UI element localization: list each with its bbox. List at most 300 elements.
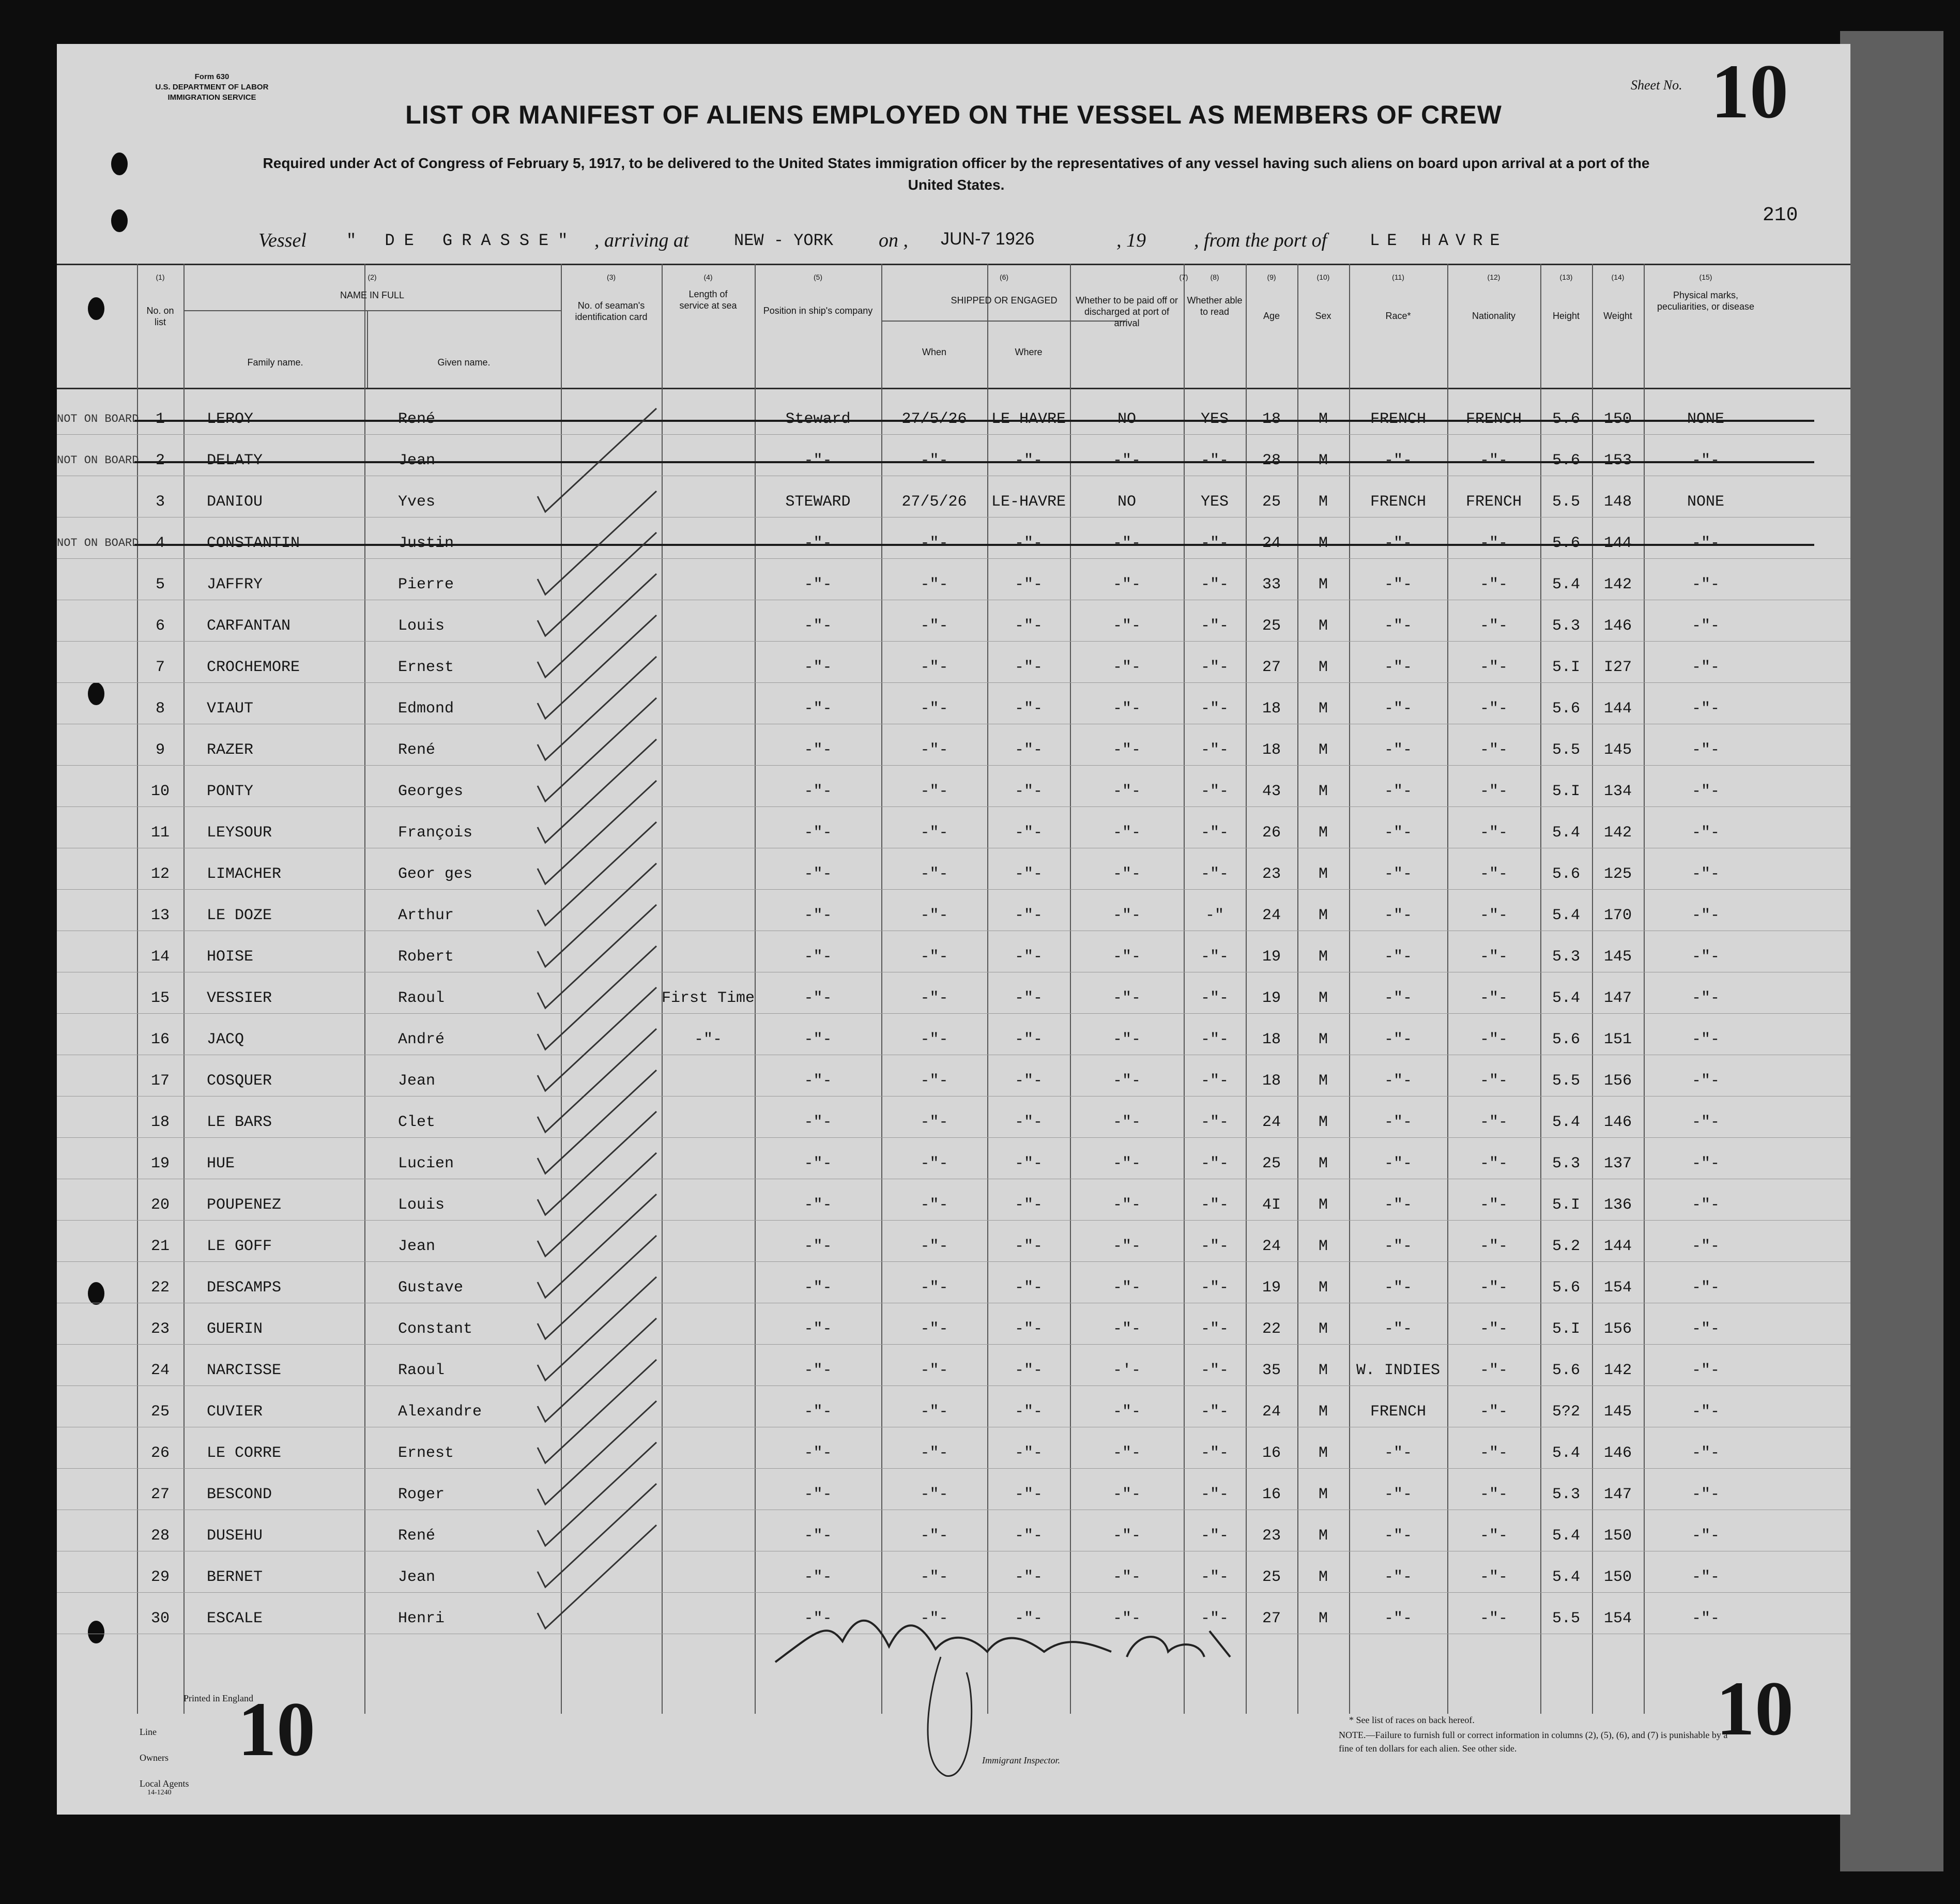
cell-given: Ernest	[398, 659, 454, 676]
col6a-header: When	[922, 347, 947, 357]
cell-race: -"-	[1384, 865, 1412, 883]
cell-sex: M	[1318, 1444, 1328, 1462]
cell-when: -"-	[920, 617, 948, 635]
cell-marks: -"-	[1691, 617, 1720, 635]
cell-position: -"-	[804, 1238, 832, 1255]
cell-when: -"-	[920, 1196, 948, 1214]
cell-read: -"-	[1200, 783, 1229, 800]
cell-where: -"-	[1014, 1527, 1043, 1545]
cell-position: -"-	[804, 1114, 832, 1131]
cell-read: -"-	[1200, 1238, 1229, 1255]
cell-paid: -"-	[1112, 452, 1141, 469]
cell-age: 4I	[1262, 1196, 1281, 1214]
cell-height: 5.I	[1552, 1320, 1580, 1338]
col5-header: Position in ship's company	[763, 306, 873, 316]
cell-race: -"-	[1384, 1320, 1412, 1338]
col4-number: (4)	[703, 273, 713, 281]
cell-given: Raoul	[398, 1362, 445, 1379]
cell-family: LE DOZE	[207, 907, 272, 924]
cell-family: DESCAMPS	[207, 1279, 282, 1297]
cell-nat: -"-	[1479, 1486, 1508, 1503]
cell-weight: 151	[1603, 1031, 1632, 1048]
cell-marks: -"-	[1691, 1362, 1720, 1379]
col3-header: No. of seaman's identification card	[575, 300, 648, 322]
cell-no: 24	[150, 1362, 170, 1379]
cell-no: 9	[155, 741, 165, 759]
cell-weight: 150	[1603, 1527, 1632, 1545]
cell-when: -"-	[920, 1155, 948, 1172]
cell-age: 19	[1262, 948, 1281, 966]
cell-weight: 145	[1603, 741, 1632, 759]
cell-age: 18	[1262, 1031, 1281, 1048]
cell-paid: -"-	[1112, 1072, 1141, 1090]
cell-no: 12	[150, 865, 170, 883]
cell-when: -"-	[920, 1568, 948, 1586]
cell-nat: -"-	[1479, 1362, 1508, 1379]
cell-height: 5.4	[1552, 1527, 1580, 1545]
cell-where: -"-	[1014, 1072, 1043, 1090]
cell-marks: -"-	[1691, 1114, 1720, 1131]
cell-sex: M	[1318, 493, 1328, 511]
cell-race: -"-	[1384, 1279, 1412, 1297]
departure-port: LE HAVRE	[1370, 231, 1507, 250]
cell-family: CONSTANTIN	[207, 535, 300, 552]
cell-marks: -"-	[1691, 1320, 1720, 1338]
cell-race: -"-	[1384, 907, 1412, 924]
cell-age: 18	[1262, 741, 1281, 759]
cell-where: -"-	[1014, 1610, 1043, 1627]
cell-marks: -"-	[1691, 1155, 1720, 1172]
cell-position: STEWARD	[785, 493, 851, 511]
cell-when: -"-	[920, 1238, 948, 1255]
cell-family: LEROY	[207, 410, 254, 428]
cell-race: -"-	[1384, 948, 1412, 966]
cell-height: 5.6	[1552, 1031, 1580, 1048]
cell-race: -"-	[1384, 576, 1412, 593]
cell-weight: 153	[1603, 452, 1632, 469]
cell-family: DANIOU	[207, 493, 263, 511]
cell-age: 27	[1262, 659, 1281, 676]
col7-header: Whether to be paid off or discharged at port of arrival	[1076, 295, 1178, 328]
col10-number: (10)	[1316, 273, 1330, 281]
cell-where: -"-	[1014, 700, 1043, 718]
cell-given: Yves	[398, 493, 436, 511]
cell-paid: -"-	[1112, 1403, 1141, 1421]
cell-no: 21	[150, 1238, 170, 1255]
cell-position: -"-	[804, 783, 832, 800]
cell-marks: -"-	[1691, 1196, 1720, 1214]
cell-nat: -"-	[1479, 659, 1508, 676]
cell-sex: M	[1318, 1196, 1328, 1214]
check-marks-layer	[57, 264, 1850, 1714]
cell-nat: -"-	[1479, 1031, 1508, 1048]
cell-no: 19	[150, 1155, 170, 1172]
cell-sex: M	[1318, 700, 1328, 718]
cell-height: 5.3	[1552, 1155, 1580, 1172]
cell-paid: -"-	[1112, 1155, 1141, 1172]
cell-read: -"-	[1200, 1031, 1229, 1048]
cell-given: Jean	[398, 1072, 436, 1090]
col3-number: (3)	[606, 273, 616, 281]
cell-family: COSQUER	[207, 1072, 272, 1090]
page-title: LIST OR MANIFEST OF ALIENS EMPLOYED ON THE VESSEL AS MEMBERS OF CREW	[405, 100, 1502, 129]
cell-nat: -"-	[1479, 865, 1508, 883]
cell-family: DUSEHU	[207, 1527, 263, 1545]
cell-paid: -"-	[1112, 1568, 1141, 1586]
cell-read: -"-	[1200, 741, 1229, 759]
cell-given: Jean	[398, 1238, 436, 1255]
cell-age: 22	[1262, 1320, 1281, 1338]
cell-age: 24	[1262, 1238, 1281, 1255]
cell-nat: -"-	[1479, 1568, 1508, 1586]
cell-where: -"-	[1014, 1155, 1043, 1172]
cell-when: -"-	[920, 948, 948, 966]
not-on-board-note: NOT ON BOARD	[57, 537, 139, 550]
cell-paid: -'-	[1112, 1362, 1141, 1379]
col2b-header: Given name.	[437, 357, 491, 368]
cell-when: -"-	[920, 989, 948, 1007]
cell-weight: 142	[1603, 1362, 1632, 1379]
cell-no: 25	[150, 1403, 170, 1421]
col15-header: Physical marks, peculiarities, or disease	[1657, 290, 1755, 312]
cell-family: CROCHEMORE	[207, 659, 300, 676]
cell-weight: 144	[1603, 1238, 1632, 1255]
cell-family: RAZER	[207, 741, 254, 759]
cell-weight: 145	[1603, 948, 1632, 966]
cell-race: -"-	[1384, 452, 1412, 469]
cell-given: Louis	[398, 1196, 445, 1214]
cell-height: 5.6	[1552, 1279, 1580, 1297]
cell-age: 23	[1262, 1527, 1281, 1545]
cell-when: -"-	[920, 1527, 948, 1545]
cell-marks: -"-	[1691, 824, 1720, 842]
cell-read: -"-	[1200, 989, 1229, 1007]
cell-family: POUPENEZ	[207, 1196, 282, 1214]
cell-weight: 156	[1603, 1072, 1632, 1090]
cell-where: -"-	[1014, 1403, 1043, 1421]
cell-no: 16	[150, 1031, 170, 1048]
cell-where: -"-	[1014, 452, 1043, 469]
cell-family: VESSIER	[207, 989, 272, 1007]
cell-sex: M	[1318, 741, 1328, 759]
cell-weight: 142	[1603, 824, 1632, 842]
cell-where: -"-	[1014, 1238, 1043, 1255]
col6-header: SHIPPED OR ENGAGED	[951, 295, 1058, 306]
cell-read: -"-	[1200, 1527, 1229, 1545]
cell-given: Raoul	[398, 989, 445, 1007]
punch-hole	[111, 153, 128, 175]
cell-age: 27	[1262, 1610, 1281, 1627]
cell-weight: 142	[1603, 576, 1632, 593]
cell-when: -"-	[920, 783, 948, 800]
cell-weight: 134	[1603, 783, 1632, 800]
cell-nat: -"-	[1479, 989, 1508, 1007]
cell-sex: M	[1318, 1114, 1328, 1131]
cell-position: -"-	[804, 865, 832, 883]
cell-position: -"-	[804, 1196, 832, 1214]
cell-read: -"-	[1200, 1155, 1229, 1172]
cell-given: Lucien	[398, 1155, 454, 1172]
col14-header: Weight	[1603, 311, 1632, 321]
cell-position: -"-	[804, 989, 832, 1007]
cell-nat: -"-	[1479, 452, 1508, 469]
cell-no: 8	[155, 700, 165, 718]
cell-race: -"-	[1384, 1155, 1412, 1172]
cell-paid: -"-	[1112, 1238, 1141, 1255]
cell-marks: NONE	[1687, 493, 1724, 511]
arrival-date: JUN-7 1926	[941, 229, 1035, 249]
cell-height: 5.6	[1552, 452, 1580, 469]
cell-nat: -"-	[1479, 1527, 1508, 1545]
cell-nat: -"-	[1479, 907, 1508, 924]
cell-read: -"-	[1200, 1279, 1229, 1297]
cell-when: -"-	[920, 865, 948, 883]
cell-height: 5.5	[1552, 1610, 1580, 1627]
cell-read: -"-	[1200, 535, 1229, 552]
cell-height: 5.5	[1552, 741, 1580, 759]
cell-marks: -"-	[1691, 700, 1720, 718]
cell-given: Pierre	[398, 576, 454, 593]
cell-weight: 146	[1603, 617, 1632, 635]
cell-height: 5.I	[1552, 783, 1580, 800]
cell-marks: -"-	[1691, 1568, 1720, 1586]
cell-nat: -"-	[1479, 700, 1508, 718]
cell-no: 22	[150, 1279, 170, 1297]
cell-paid: -"-	[1112, 1279, 1141, 1297]
cell-height: 5.6	[1552, 700, 1580, 718]
cell-sex: M	[1318, 1403, 1328, 1421]
manifest-sheet	[57, 44, 1850, 1815]
cell-sex: M	[1318, 1031, 1328, 1048]
cell-marks: -"-	[1691, 907, 1720, 924]
cell-weight: 154	[1603, 1279, 1632, 1297]
cell-where: -"-	[1014, 1114, 1043, 1131]
cell-no: 10	[150, 783, 170, 800]
cell-position: -"-	[804, 1527, 832, 1545]
cell-position: -"-	[804, 659, 832, 676]
cell-read: -"-	[1200, 700, 1229, 718]
cell-no: 18	[150, 1114, 170, 1131]
cell-where: -"-	[1014, 1362, 1043, 1379]
check-mark	[538, 491, 656, 595]
cell-nat: -"-	[1479, 1196, 1508, 1214]
cell-weight: 147	[1603, 989, 1632, 1007]
cell-race: -"-	[1384, 783, 1412, 800]
cell-marks: -"-	[1691, 989, 1720, 1007]
cell-height: 5.6	[1552, 1362, 1580, 1379]
form-code: 14-1240	[147, 1789, 172, 1796]
cell-sex: M	[1318, 1568, 1328, 1586]
cell-marks: -"-	[1691, 1279, 1720, 1297]
cell-family: CARFANTAN	[207, 617, 291, 635]
cell-age: 16	[1262, 1486, 1281, 1503]
cell-marks: -"-	[1691, 1527, 1720, 1545]
cell-position: -"-	[804, 741, 832, 759]
cell-position: -"-	[804, 824, 832, 842]
cell-when: -"-	[920, 1610, 948, 1627]
cell-age: 18	[1262, 1072, 1281, 1090]
cell-height: 5.2	[1552, 1238, 1580, 1255]
cell-no: 30	[150, 1610, 170, 1627]
arrival-port: NEW - YORK	[734, 231, 834, 250]
cell-where: -"-	[1014, 865, 1043, 883]
cell-age: 19	[1262, 1279, 1281, 1297]
cell-family: LE BARS	[207, 1114, 272, 1131]
cell-weight: 145	[1603, 1403, 1632, 1421]
cell-when: -"-	[920, 576, 948, 593]
cell-marks: -"-	[1691, 1486, 1720, 1503]
cell-position: -"-	[804, 1031, 832, 1048]
cell-position: -"-	[804, 1362, 832, 1379]
cell-height: 5.6	[1552, 535, 1580, 552]
year-label: , 19	[1116, 230, 1146, 251]
cell-weight: 137	[1603, 1155, 1632, 1172]
cell-read: -"-	[1200, 1610, 1229, 1627]
cell-paid: -"-	[1112, 989, 1141, 1007]
cell-age: 18	[1262, 410, 1281, 428]
cell-age: 28	[1262, 452, 1281, 469]
cell-height: 5.3	[1552, 617, 1580, 635]
cell-race: FRENCH	[1370, 410, 1427, 428]
inspector-signature	[755, 1600, 1375, 1796]
cell-marks: -"-	[1691, 452, 1720, 469]
cell-age: 19	[1262, 989, 1281, 1007]
cell-nat: -"-	[1479, 1320, 1508, 1338]
cell-given: Clet	[398, 1114, 436, 1131]
cell-paid: -"-	[1112, 1320, 1141, 1338]
cell-height: 5.I	[1552, 659, 1580, 676]
col9-number: (9)	[1267, 273, 1276, 281]
cell-height: 5.4	[1552, 1444, 1580, 1462]
cell-race: -"-	[1384, 1114, 1412, 1131]
cell-marks: -"-	[1691, 948, 1720, 966]
col15-number: (15)	[1699, 273, 1712, 281]
cell-sex: M	[1318, 824, 1328, 842]
cell-given: René	[398, 1527, 436, 1545]
cell-given: Robert	[398, 948, 454, 966]
cell-read: -"-	[1200, 1444, 1229, 1462]
cell-family: LIMACHER	[207, 865, 282, 883]
cell-when: -"-	[920, 452, 948, 469]
cell-position: Steward	[785, 410, 851, 428]
cell-where: LE-HAVRE	[991, 493, 1066, 511]
cell-race: FRENCH	[1370, 493, 1427, 511]
cell-read: -"-	[1200, 659, 1229, 676]
cell-family: PONTY	[207, 783, 254, 800]
col9-header: Age	[1263, 311, 1280, 321]
cell-family: LEYSOUR	[207, 824, 272, 842]
cell-nat: -"-	[1479, 741, 1508, 759]
cell-when: 27/5/26	[901, 410, 967, 428]
cell-sex: M	[1318, 410, 1328, 428]
cell-service: -"-	[694, 1031, 722, 1048]
cell-given: Henri	[398, 1610, 445, 1627]
cell-where: -"-	[1014, 1320, 1043, 1338]
cell-paid: NO	[1117, 410, 1136, 428]
cell-paid: -"-	[1112, 741, 1141, 759]
cell-family: HUE	[207, 1155, 235, 1172]
cell-marks: -"-	[1691, 576, 1720, 593]
cell-read: -"-	[1200, 1403, 1229, 1421]
col1-header: No. on list	[146, 306, 174, 327]
cell-weight: 146	[1603, 1444, 1632, 1462]
col8-number: (8)	[1210, 273, 1219, 281]
cell-height: 5.3	[1552, 1486, 1580, 1503]
cell-marks: -"-	[1691, 1238, 1720, 1255]
cell-read: -"-	[1200, 1196, 1229, 1214]
cell-no: 5	[155, 576, 165, 593]
cell-given: François	[398, 824, 473, 842]
cell-read: -"-	[1200, 1568, 1229, 1586]
cell-when: -"-	[920, 659, 948, 676]
col5-number: (5)	[813, 273, 823, 281]
cell-read: -"-	[1200, 1320, 1229, 1338]
cell-marks: -"-	[1691, 1031, 1720, 1048]
vessel-line	[57, 229, 1850, 258]
col7-number: (7)	[1179, 273, 1188, 281]
cell-family: NARCISSE	[207, 1362, 282, 1379]
cell-read: YES	[1200, 410, 1229, 428]
cell-paid: -"-	[1112, 535, 1141, 552]
cell-weight: 156	[1603, 1320, 1632, 1338]
cell-race: -"-	[1384, 741, 1412, 759]
on-label: on ,	[879, 230, 908, 251]
cell-race: -"-	[1384, 617, 1412, 635]
col13-header: Height	[1552, 311, 1580, 321]
agents-label: Local Agents	[140, 1778, 189, 1789]
cell-weight: 150	[1603, 410, 1632, 428]
cell-height: 5.4	[1552, 1114, 1580, 1131]
cell-where: -"-	[1014, 659, 1043, 676]
cell-height: 5?2	[1552, 1403, 1580, 1421]
cell-where: -"-	[1014, 1031, 1043, 1048]
cell-race: -"-	[1384, 1072, 1412, 1090]
cell-height: 5.3	[1552, 948, 1580, 966]
cell-height: 5.5	[1552, 493, 1580, 511]
cell-position: -"-	[804, 1072, 832, 1090]
cell-age: 25	[1262, 1568, 1281, 1586]
cell-where: -"-	[1014, 1279, 1043, 1297]
cell-nat: -"-	[1479, 576, 1508, 593]
cell-family: JACQ	[207, 1031, 244, 1048]
cell-given: Roger	[398, 1486, 445, 1503]
cell-when: -"-	[920, 1403, 948, 1421]
col11-header: Race*	[1385, 311, 1411, 321]
cell-sex: M	[1318, 1279, 1328, 1297]
cell-family: VIAUT	[207, 700, 254, 718]
inspector-label: Immigrant Inspector.	[982, 1755, 1060, 1765]
form-number: Form 630	[194, 72, 229, 81]
cell-given: Gustave	[398, 1279, 464, 1297]
cell-sex: M	[1318, 1527, 1328, 1545]
cell-nat: -"-	[1479, 1238, 1508, 1255]
crew-table	[57, 264, 1850, 1714]
arriving-label: , arriving at	[594, 230, 689, 251]
cell-paid: -"-	[1112, 1031, 1141, 1048]
cell-nat: -"-	[1479, 783, 1508, 800]
cell-weight: 170	[1603, 907, 1632, 924]
cell-no: 27	[150, 1486, 170, 1503]
cell-age: 25	[1262, 617, 1281, 635]
cell-race: -"-	[1384, 989, 1412, 1007]
cell-paid: -"-	[1112, 907, 1141, 924]
underlying-sheet	[1840, 31, 1943, 1871]
cell-age: 26	[1262, 824, 1281, 842]
cell-race: -"-	[1384, 700, 1412, 718]
cell-sex: M	[1318, 1072, 1328, 1090]
cell-no: 26	[150, 1444, 170, 1462]
cell-nat: -"-	[1479, 535, 1508, 552]
